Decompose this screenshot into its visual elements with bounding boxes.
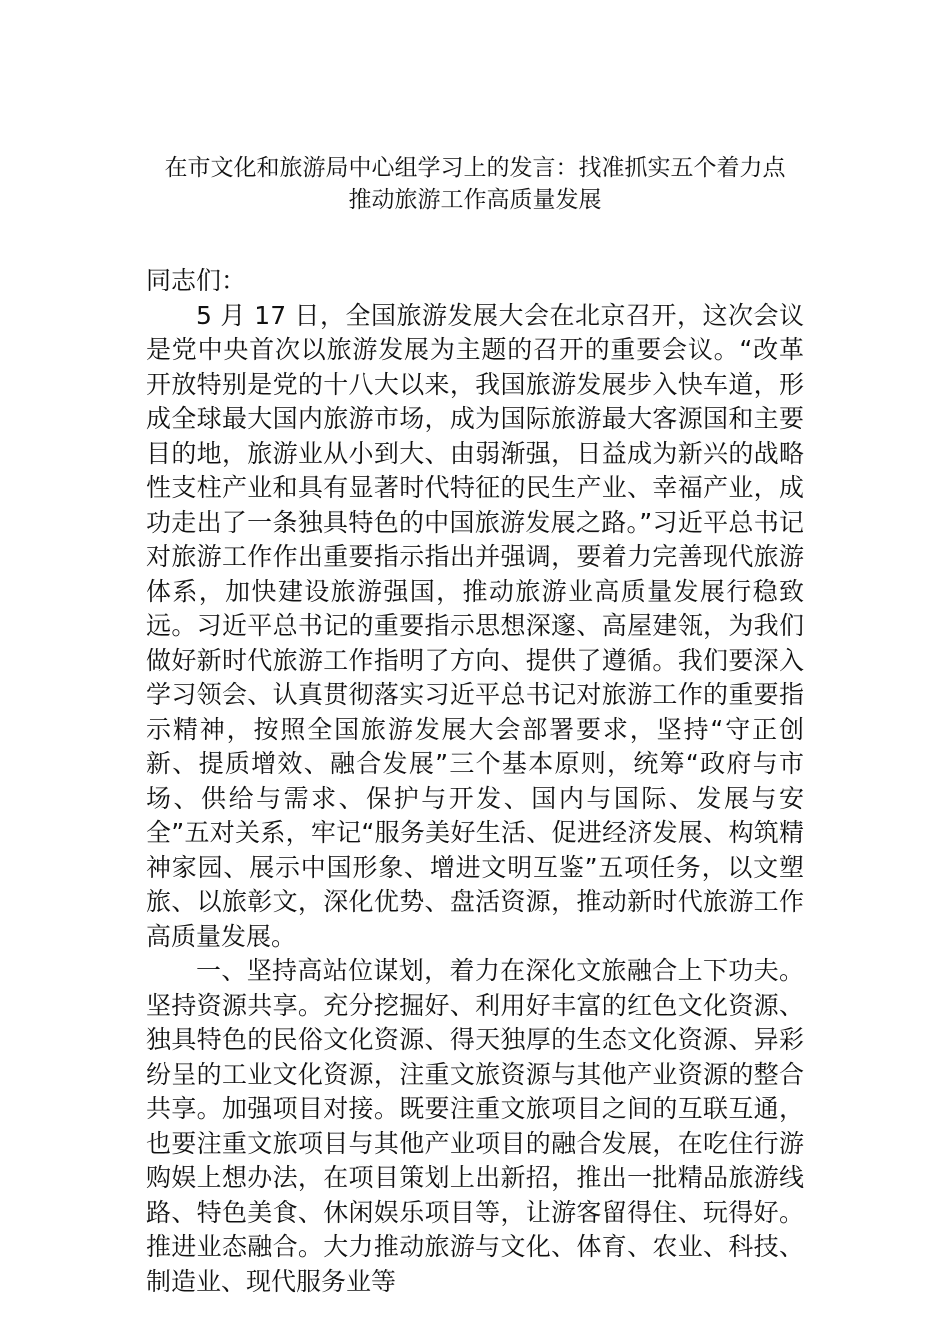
greeting: 同志们： xyxy=(146,266,247,295)
title-line-1: 在市文化和旅游局中心组学习上的发言：找准抓实五个着力点 xyxy=(164,155,786,181)
paragraph-section-one: 一、坚持高站位谋划，着力在深化文旅融合上下功夫。坚持资源共享。充分挖掘好、利用好丰富的红色文化资源、独具特色的民俗文化资源、得天独厚的生态文化资源、异彩纷呈的工业文化资源，注重文旅资源与其他产业资源的整合共享。加强项目对接。既要注重文旅项目之间的互联互通，也要注重文旅项目与其他产业项目的融合发展，在吃住行游购娱上想办法，在项目策划上出新招，推出一批精品旅游线路、特色美食、休闲娱乐项目等，让游客留得住、玩得好。推进业态融合。大力推动旅游与文化、体育、农业、科技、制造业、现代服务业等 xyxy=(146,956,804,1296)
title-line-2: 推动旅游工作高质量发展 xyxy=(348,187,602,213)
paragraph-intro: 5 月 17 日，全国旅游发展大会在北京召开，这次会议是党中央首次以旅游发展为主题的召开的重要会议。“改革开放特别是党的十八大以来，我国旅游发展步入快车道，形成全球最大国内旅游市场，成为国际旅游最大客源国和主要目的地，旅游业从小到大、由弱渐强，日益成为新兴的战略性支柱产业和具有显著时代特征的民生产业、幸福产业，成功走出了一条独具特色的中国旅游发展之路。”习近平总书记对旅游工作作出重要指示指出并强调，要着力完善现代旅游体系，加快建设旅游强国，推动旅游业高质量发展行稳致远。习近平总书记的重要指示思想深邃、高屋建瓴，为我们做好新时代旅游工作指明了方向、提供了遵循。我们要深入学习领会、认真贯彻落实习近平总书记对旅游工作的重要指示精神，按照全国旅游发展大会部署要求，坚持“守正创新、提质增效、融合发展”三个基本原则，统筹“政府与市场、供给与需求、保护与开发、国内与国际、发展与安全”五对关系，牢记“服务美好生活、促进经济发展、构筑精神家园、展示中国形象、增进文明互鉴”五项任务，以文塑旅、以旅彰文，深化优势、盘活资源，推动新时代旅游工作高质量发展。 xyxy=(146,300,804,951)
document-title xyxy=(146,152,804,216)
